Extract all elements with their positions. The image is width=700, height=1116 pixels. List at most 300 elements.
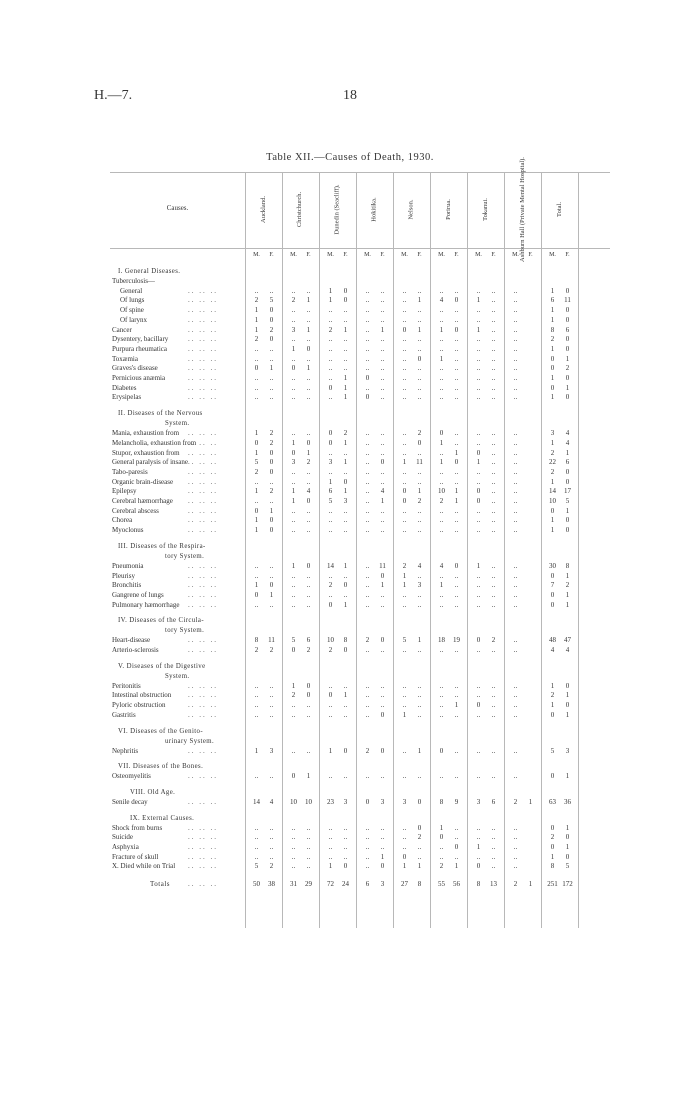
male-count: 1 <box>550 516 555 525</box>
male-count: 2 <box>291 296 296 305</box>
column-header <box>399 176 423 242</box>
leader-dots: .. .. .. <box>188 438 218 447</box>
section-heading-label: tory System. <box>165 627 205 635</box>
male-count: .. <box>439 516 444 525</box>
male-count: 2 <box>550 691 555 700</box>
male-count: 1 <box>439 458 444 467</box>
female-count: 1 <box>269 590 274 599</box>
female-count: 4 <box>565 429 570 438</box>
female-count: .. <box>454 691 459 700</box>
section-heading-label: VI. Diseases of the Genito- <box>118 727 203 735</box>
male-count: 0 <box>291 646 296 654</box>
male-count: 1 <box>476 458 481 467</box>
male-count: 5 <box>254 862 259 871</box>
table-row <box>110 525 610 536</box>
section-heading-label: III. Diseases of the Respira- <box>118 542 206 550</box>
leader-dots: .. .. .. <box>188 600 218 609</box>
male-count: .. <box>439 344 444 353</box>
female-count: .. <box>491 325 496 334</box>
male-count: 14 <box>253 797 260 806</box>
male-count: .. <box>328 833 333 842</box>
section-heading-label: VII. Diseases of the Bones. <box>118 763 204 771</box>
female-count: .. <box>306 590 311 599</box>
male-count: .. <box>513 286 518 295</box>
male-count: 8 <box>439 797 444 806</box>
female-count: 3 <box>417 581 422 590</box>
leader-dots: .. .. .. <box>188 296 218 305</box>
male-count: 1 <box>550 306 555 315</box>
leader-dots: .. .. .. <box>188 344 218 353</box>
table-row <box>110 797 610 808</box>
male-count: 2 <box>291 691 296 700</box>
cause-label: X. Died while on Trial <box>112 862 176 871</box>
cause-label: Chorea <box>112 516 133 525</box>
female-count: 8 <box>343 636 348 645</box>
male-count: .. <box>513 374 518 382</box>
male-count: 8 <box>550 862 555 871</box>
male-count: .. <box>402 772 407 781</box>
leader-dots: .. .. .. <box>188 581 218 590</box>
female-count: 0 <box>269 526 274 535</box>
male-count: .. <box>513 681 518 690</box>
female-count: 1 <box>306 325 311 334</box>
male-count: 2 <box>328 325 333 334</box>
table-row <box>110 710 610 721</box>
female-count: 0 <box>565 344 570 353</box>
totals-row <box>110 879 610 890</box>
male-count: .. <box>476 506 481 515</box>
male-count: 1 <box>476 843 481 851</box>
table-row <box>110 771 610 782</box>
female-count: 1 <box>380 325 385 334</box>
female-count: .. <box>491 306 496 315</box>
female-count: .. <box>417 448 422 457</box>
female-count: .. <box>454 710 459 719</box>
female-count: .. <box>491 296 496 305</box>
section-heading-label: IX. External Causes. <box>130 814 195 822</box>
female-count: .. <box>380 374 385 382</box>
female-count: 1 <box>343 438 348 447</box>
male-count: .. <box>291 833 296 842</box>
female-count: 6 <box>306 636 311 645</box>
male-count: 3 <box>402 797 407 806</box>
female-count: 4 <box>565 438 570 447</box>
female-count: .. <box>306 852 311 861</box>
female-count: 4 <box>269 797 274 806</box>
leader-dots: .. .. .. <box>188 448 218 457</box>
male-count: 18 <box>438 636 445 645</box>
male-count: .. <box>513 458 518 467</box>
male-count: .. <box>291 516 296 525</box>
female-count: 1 <box>454 487 459 496</box>
female-count: .. <box>380 600 385 609</box>
female-count: .. <box>417 701 422 710</box>
leader-dots: .. .. .. <box>188 691 218 700</box>
section-heading-label: urinary System. <box>165 737 215 745</box>
male-count: 1 <box>550 852 555 861</box>
female-count: 0 <box>269 581 274 590</box>
male-count: 2 <box>550 467 555 476</box>
column-header <box>473 176 497 242</box>
female-count: 0 <box>269 516 274 525</box>
male-count: .. <box>439 691 444 700</box>
cause-label: Melancholia, exhaustion from <box>112 438 197 447</box>
female-count: 0 <box>380 862 385 871</box>
female-count: 0 <box>269 458 274 467</box>
male-count: .. <box>513 487 518 496</box>
cause-label: Diabetes <box>112 383 137 392</box>
male-count: .. <box>365 383 370 392</box>
cause-label: Shock from burns <box>112 823 163 832</box>
male-count: 63 <box>549 797 556 806</box>
male-count: 2 <box>439 497 444 505</box>
male-count: .. <box>439 646 444 654</box>
male-count: .. <box>402 701 407 710</box>
female-count: .. <box>380 526 385 535</box>
female-count: .. <box>306 374 311 382</box>
male-count: .. <box>513 344 518 353</box>
female-count: .. <box>306 477 311 486</box>
male-count: .. <box>402 691 407 700</box>
male-count: .. <box>402 286 407 295</box>
female-count: 1 <box>343 383 348 392</box>
male-count: .. <box>328 344 333 353</box>
female-count: .. <box>417 335 422 344</box>
female-count: 8 <box>565 561 570 570</box>
female-count: .. <box>491 487 496 496</box>
leader-dots: .. .. .. <box>188 852 218 861</box>
column-header <box>251 176 275 242</box>
female-count: 1 <box>306 772 311 781</box>
male-count: 1 <box>254 429 259 438</box>
section-heading-label: tory System. <box>165 552 205 560</box>
leader-dots: .. .. .. <box>188 843 218 851</box>
header-rule <box>110 172 610 173</box>
female-count: .. <box>343 590 348 599</box>
female-count: .. <box>380 590 385 599</box>
female-count: .. <box>491 448 496 457</box>
male-count: .. <box>291 286 296 295</box>
female-count: 0 <box>269 335 274 344</box>
female-count: .. <box>269 374 274 382</box>
male-count: .. <box>365 581 370 590</box>
male-count: 1 <box>550 393 555 402</box>
female-count: 6 <box>565 325 570 334</box>
female-count: .. <box>306 600 311 609</box>
female-count: 0 <box>565 833 570 842</box>
female-count: 17 <box>564 487 571 496</box>
female-count: .. <box>417 306 422 315</box>
female-count: .. <box>343 701 348 710</box>
female-count: 11 <box>416 458 423 467</box>
male-count: 10 <box>549 497 556 505</box>
male-count: .. <box>513 636 518 645</box>
male-count: .. <box>513 354 518 363</box>
male-count: 2 <box>328 581 333 590</box>
male-count: 1 <box>439 438 444 447</box>
male-count: 1 <box>254 448 259 457</box>
leader-dots: .. .. .. <box>188 646 218 654</box>
male-count: .. <box>513 701 518 710</box>
male-count: 1 <box>291 438 296 447</box>
column-header-label: Hokitika. <box>370 196 378 222</box>
male-count: .. <box>513 843 518 851</box>
female-count: 1 <box>528 880 533 889</box>
female-count: 2 <box>417 833 422 842</box>
male-count: .. <box>513 646 518 654</box>
male-count: .. <box>328 843 333 851</box>
female-count: 0 <box>565 477 570 486</box>
cause-label: Suicide <box>112 833 133 842</box>
male-count: .. <box>476 516 481 525</box>
leader-dots: .. .. .. <box>188 561 218 570</box>
male-count: .. <box>439 571 444 580</box>
male-count: .. <box>402 467 407 476</box>
male-count: 2 <box>365 746 370 755</box>
female-count: 0 <box>565 681 570 690</box>
female-count: 0 <box>417 797 422 806</box>
female-count: .. <box>417 600 422 609</box>
cause-label: Totals <box>150 880 171 889</box>
female-count: .. <box>380 772 385 781</box>
male-count: 50 <box>253 880 260 889</box>
male-count: 0 <box>550 823 555 832</box>
leader-dots: .. .. .. <box>188 862 218 871</box>
female-count: .. <box>306 701 311 710</box>
causes-column-header: Causes. <box>166 204 189 212</box>
female-count: .. <box>380 354 385 363</box>
female-header: F. <box>565 252 570 258</box>
female-count: 0 <box>343 477 348 486</box>
male-count: 0 <box>254 364 259 373</box>
female-count: .. <box>306 354 311 363</box>
female-count: .. <box>454 852 459 861</box>
female-header: F. <box>454 252 459 258</box>
female-count: .. <box>454 590 459 599</box>
male-count: .. <box>365 429 370 438</box>
male-count: 0 <box>328 383 333 392</box>
male-count: .. <box>254 393 259 402</box>
female-count: .. <box>454 364 459 373</box>
female-count: .. <box>454 516 459 525</box>
male-count: .. <box>291 429 296 438</box>
female-count: 172 <box>562 880 573 889</box>
female-count: .. <box>380 681 385 690</box>
male-count: .. <box>328 374 333 382</box>
female-count: 5 <box>565 497 570 505</box>
female-count: 1 <box>343 600 348 609</box>
male-count: .. <box>513 448 518 457</box>
male-count: .. <box>254 571 259 580</box>
female-count: .. <box>417 477 422 486</box>
male-count: .. <box>254 600 259 609</box>
male-count: 3 <box>550 429 555 438</box>
female-count: .. <box>343 681 348 690</box>
female-count: 2 <box>269 646 274 654</box>
cause-label: Epilepsy <box>112 487 137 496</box>
leader-dots: .. .. .. <box>188 497 218 505</box>
female-count: .. <box>491 772 496 781</box>
male-count: .. <box>365 497 370 505</box>
male-count: .. <box>254 701 259 710</box>
female-count: 9 <box>454 797 459 806</box>
female-count: .. <box>306 843 311 851</box>
male-count: 2 <box>254 296 259 305</box>
female-count: 0 <box>306 561 311 570</box>
male-count: 3 <box>291 325 296 334</box>
male-count: 0 <box>402 852 407 861</box>
female-header: F. <box>528 252 533 258</box>
male-count: .. <box>365 833 370 842</box>
female-count: .. <box>491 438 496 447</box>
male-count: .. <box>402 843 407 851</box>
female-count: .. <box>343 823 348 832</box>
female-count: 1 <box>269 506 274 515</box>
male-count: .. <box>291 467 296 476</box>
female-count: 1 <box>343 691 348 700</box>
female-count: 4 <box>417 561 422 570</box>
male-count: .. <box>402 374 407 382</box>
male-count: 72 <box>327 880 334 889</box>
column-header-label: Tokanui. <box>481 197 489 221</box>
male-count: 0 <box>476 448 481 457</box>
male-count: 5 <box>402 636 407 645</box>
male-count: 1 <box>291 497 296 505</box>
male-count: .. <box>439 681 444 690</box>
female-count: .. <box>454 467 459 476</box>
male-count: .. <box>254 497 259 505</box>
cause-label: Graves's disease <box>112 364 158 373</box>
male-count: .. <box>365 487 370 496</box>
female-count: .. <box>454 438 459 447</box>
male-count: .. <box>513 581 518 590</box>
male-count: 0 <box>402 325 407 334</box>
male-count: .. <box>439 383 444 392</box>
female-count: .. <box>491 383 496 392</box>
male-count: .. <box>402 681 407 690</box>
female-count: .. <box>491 516 496 525</box>
male-count: 1 <box>328 746 333 755</box>
cause-label: Myoclonus <box>112 526 144 535</box>
male-count: .. <box>476 364 481 373</box>
female-count: 0 <box>343 862 348 871</box>
female-count: 6 <box>565 458 570 467</box>
male-count: 7 <box>550 581 555 590</box>
cause-label: Tabo-paresis <box>112 467 148 476</box>
male-count: 1 <box>550 438 555 447</box>
male-count: .. <box>476 646 481 654</box>
male-count: 1 <box>402 581 407 590</box>
male-count: .. <box>513 746 518 755</box>
female-count: 0 <box>454 843 459 851</box>
male-count: 0 <box>254 506 259 515</box>
female-count: .. <box>491 691 496 700</box>
female-count: .. <box>306 526 311 535</box>
male-count: 0 <box>550 600 555 609</box>
male-count: .. <box>291 383 296 392</box>
cause-label: Bronchitis <box>112 581 142 590</box>
male-count: 1 <box>550 344 555 353</box>
male-header: M. <box>438 252 445 258</box>
female-count: 0 <box>454 296 459 305</box>
female-count: 1 <box>565 843 570 851</box>
female-count: .. <box>380 364 385 373</box>
female-count: .. <box>454 374 459 382</box>
male-count: .. <box>513 833 518 842</box>
female-count: 2 <box>306 646 311 654</box>
male-count: .. <box>328 710 333 719</box>
female-count: 1 <box>565 600 570 609</box>
female-header: F. <box>306 252 311 258</box>
male-count: 1 <box>254 487 259 496</box>
female-count: 0 <box>565 701 570 710</box>
document-code: H.—7. <box>94 88 133 103</box>
female-count: 0 <box>565 467 570 476</box>
male-count: .. <box>254 383 259 392</box>
female-count: 0 <box>380 571 385 580</box>
female-count: .. <box>343 354 348 363</box>
male-header: M. <box>327 252 334 258</box>
leader-dots: .. .. .. <box>188 571 218 580</box>
column-header <box>510 156 534 262</box>
female-count: 11 <box>268 636 275 645</box>
female-count: .. <box>306 306 311 315</box>
male-count: .. <box>513 561 518 570</box>
male-count: 1 <box>328 286 333 295</box>
female-count: .. <box>380 467 385 476</box>
male-count: 0 <box>365 393 370 402</box>
leader-dots: .. .. .. <box>188 516 218 525</box>
male-count: .. <box>513 393 518 402</box>
female-count: 1 <box>343 325 348 334</box>
male-count: 1 <box>328 862 333 871</box>
female-count: .. <box>269 344 274 353</box>
male-count: .. <box>513 516 518 525</box>
male-count: .. <box>365 571 370 580</box>
female-count: .. <box>269 772 274 781</box>
male-count: .. <box>439 843 444 851</box>
male-count: .. <box>476 467 481 476</box>
male-count: .. <box>476 354 481 363</box>
female-count: .. <box>380 691 385 700</box>
female-count: 1 <box>565 448 570 457</box>
male-count: 0 <box>476 497 481 505</box>
female-count: .. <box>306 710 311 719</box>
male-count: .. <box>365 467 370 476</box>
female-count: 0 <box>565 306 570 315</box>
female-count: 0 <box>565 335 570 344</box>
male-count: 0 <box>550 772 555 781</box>
male-count: .. <box>254 477 259 486</box>
female-count: 1 <box>565 383 570 392</box>
female-count: .. <box>417 286 422 295</box>
male-count: .. <box>291 393 296 402</box>
male-count: .. <box>476 429 481 438</box>
female-count: .. <box>454 581 459 590</box>
male-count: 2 <box>254 646 259 654</box>
female-count: 4 <box>565 646 570 654</box>
male-count: .. <box>254 681 259 690</box>
female-count: .. <box>306 571 311 580</box>
female-count: .. <box>380 516 385 525</box>
male-count: 1 <box>328 296 333 305</box>
female-count: .. <box>269 477 274 486</box>
male-count: .. <box>291 581 296 590</box>
male-count: .. <box>439 315 444 324</box>
female-count: .. <box>491 571 496 580</box>
male-count: .. <box>402 823 407 832</box>
male-count: .. <box>476 823 481 832</box>
